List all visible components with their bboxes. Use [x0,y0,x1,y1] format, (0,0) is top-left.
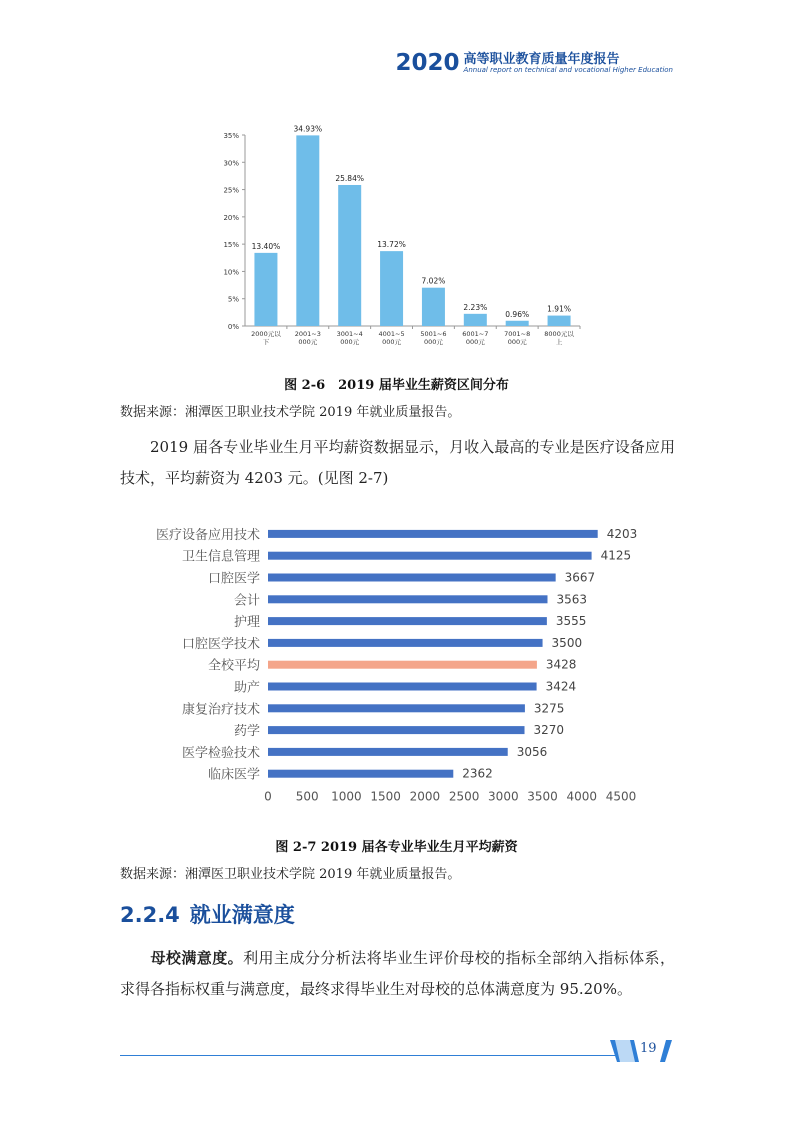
category-label: 医疗设备应用技术 [155,527,260,543]
x-tick-label: 000元 [382,338,402,346]
x-tick-label: 000元 [423,338,443,346]
bar [268,704,525,712]
bar [296,135,319,326]
bar [268,552,592,560]
paragraph-satisfaction [120,943,675,1005]
x-tick-label: 4500 [605,789,637,804]
data-label: 13.72% [377,240,406,250]
paragraph-lead: 母校满意度。 [150,949,244,967]
x-tick-label: 2000 [409,789,441,804]
bar [506,321,529,326]
x-tick-label: 3000 [488,789,519,804]
page-header [396,52,673,75]
x-tick-label: 000元 [298,338,318,346]
x-tick-label: 5001~6 [420,330,447,338]
data-label: 13.40% [251,241,281,251]
y-tick-label: 30% [223,159,239,168]
salary-range-chart [215,120,595,350]
data-label: 7.02% [421,276,446,286]
data-label: 3563 [556,592,588,607]
header-subtitle: Annual report on technical and vocational Higher Education [463,66,673,75]
y-tick-label: 5% [227,295,239,304]
y-tick-label: 15% [223,241,239,250]
paragraph-satisfaction-text: 利用主成分分析法将毕业生评价母校的指标全部纳入指标体系，求得各指标权重与满意度，最终求得毕业生对母校的总体满意度为 95.20%。 [120,949,675,998]
bar [268,617,547,625]
x-tick-label: 2000元以 [251,330,281,338]
bar [268,530,598,538]
major-salary-chart [140,515,660,815]
x-tick-label: 1500 [370,789,401,804]
y-tick-label: 0% [227,323,239,331]
x-tick-label: 3500 [527,789,558,804]
paragraph-salary-text: 2019 届各专业毕业生月平均薪资数据显示，月收入最高的专业是医疗设备应用技术，平均薪资为 4203 元。(见图 2-7) [120,438,675,487]
bar [548,316,571,326]
bar [464,314,487,326]
category-label: 口腔医学 [207,571,260,587]
x-tick-label: 1000 [331,789,362,804]
data-label: 4203 [606,526,638,541]
x-tick-label: 4000 [566,789,598,804]
y-tick-label: 10% [223,268,239,277]
x-tick-label: 2500 [448,789,480,804]
bar [254,253,277,326]
data-label: 2362 [462,766,493,781]
x-tick-label: 500 [295,789,319,804]
bar [268,661,537,669]
section-title: 就业满意度 [189,903,295,927]
data-label: 3275 [533,701,565,716]
data-label: 3428 [545,657,577,672]
page-number: 19 [640,1041,657,1056]
category-label: 口腔医学技术 [181,636,260,652]
data-label: 3424 [545,679,577,694]
y-tick-label: 20% [223,213,239,222]
data-label: 34.93% [293,124,323,134]
category-label: 康复治疗技术 [181,702,260,718]
category-label: 全校平均 [207,658,260,674]
category-label: 卫生信息管理 [181,549,260,565]
category-label: 助产 [233,680,260,696]
data-label: 0.96% [505,309,530,319]
category-label: 医学检验技术 [181,745,260,761]
x-tick-label: 000元 [465,338,485,346]
x-tick-label: 8000元以 [544,330,574,338]
x-tick-label: 000元 [507,338,527,346]
bar [268,574,556,582]
bar [268,748,508,756]
figure2-caption: 图 2-7 2019 届各专业毕业生月平均薪资 [275,840,518,855]
header-titles [464,53,673,75]
bar [422,288,445,326]
data-label: 4125 [600,548,632,563]
data-label: 3056 [516,744,548,759]
header-title: 高等职业教育质量年度报告 [463,52,620,68]
paragraph-salary [120,432,675,494]
x-tick-label: 0 [264,789,272,804]
y-tick-label: 35% [223,132,239,140]
category-label: 药学 [233,724,260,740]
x-tick-label: 6001~7 [462,330,489,338]
bar [268,595,547,603]
section-heading [120,899,295,929]
x-tick-label: 下 [262,338,270,346]
y-tick-label: 25% [223,186,239,195]
header-year: 2020 [395,50,460,76]
header-row [396,52,673,75]
bar [338,185,361,326]
x-tick-label: 2001~3 [294,330,321,338]
category-label: 临床医学 [207,767,260,783]
bar [268,726,525,734]
x-tick-label: 4001~5 [378,330,405,338]
data-label: 3270 [533,723,565,738]
bar [268,683,537,691]
figure1-caption: 图 2-6 2019 届毕业生薪资区间分布 [284,378,509,393]
x-tick-label: 000元 [340,338,360,346]
data-label: 25.84% [335,173,364,183]
x-tick-label: 7001~8 [504,330,531,338]
section-number: 2.2.4 [120,903,180,927]
data-label: 1.91% [547,304,571,314]
x-tick-label: 3001~4 [336,330,363,338]
footer-rule [120,1055,640,1056]
x-tick-label: 上 [555,338,563,346]
category-label: 护理 [233,615,260,631]
data-label: 3555 [555,614,587,629]
figure2-source: 数据来源：湘潭医卫职业技术学院 2019 年就业质量报告。 [120,867,461,882]
bar [268,639,543,647]
bar [380,251,403,326]
data-label: 2.23% [463,302,488,312]
category-label: 会计 [233,593,260,609]
data-label: 3500 [551,635,583,650]
bar [268,770,453,778]
figure1-source: 数据来源：湘潭医卫职业技术学院 2019 年就业质量报告。 [120,405,461,420]
data-label: 3667 [564,570,596,585]
